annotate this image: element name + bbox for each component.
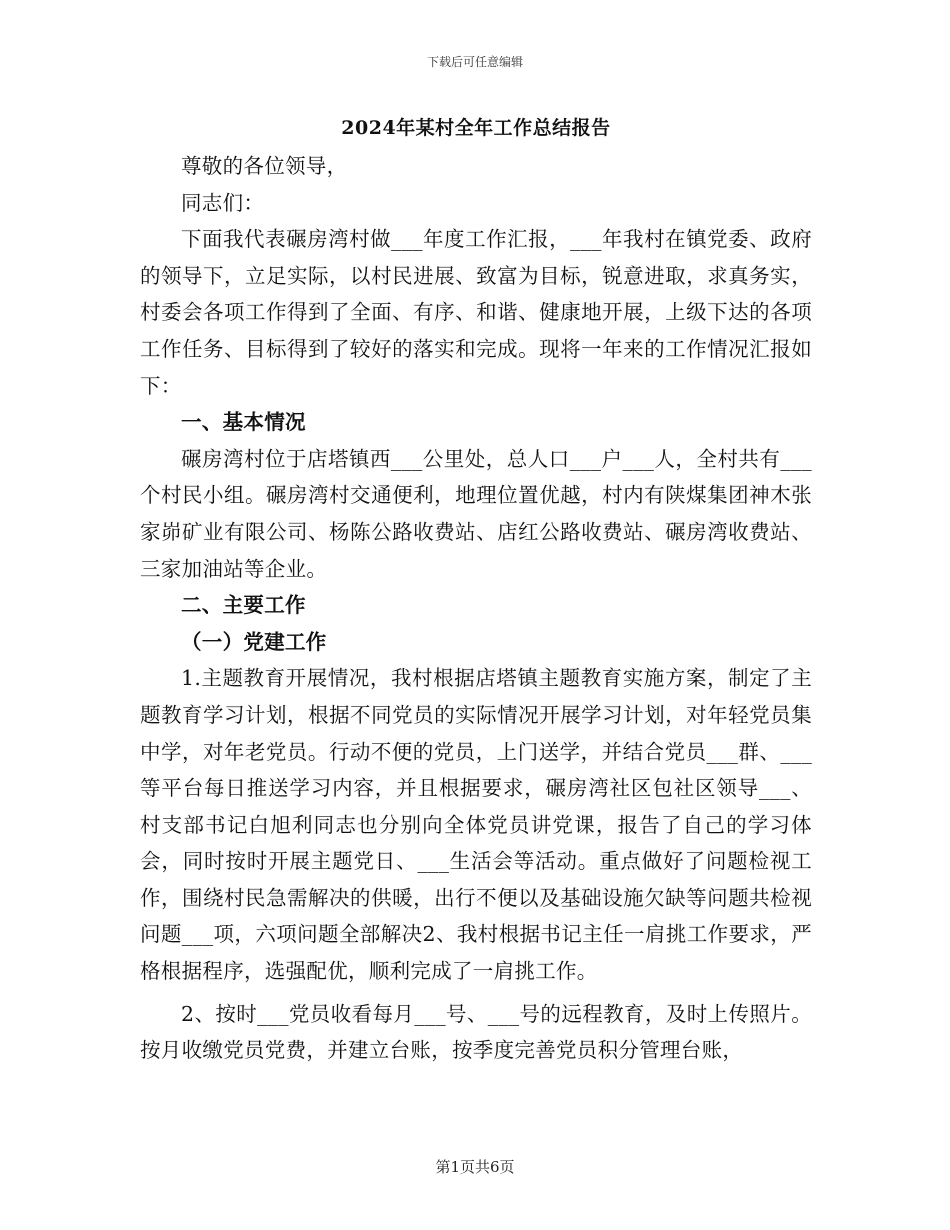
document-body xyxy=(140,108,812,1069)
basic-info-paragraph: 碾房湾村位于店塔镇西___公里处，总人口___户___人，全村共有___个村民小组。碾房湾村交通便利，地理位置优越，村内有陕煤集团神木张家峁矿业有限公司、杨陈公路收费站、店红公路收费站、碾房湾收费站、三家加油站等企业。 xyxy=(140,446,812,581)
intro-paragraph: 下面我代表碾房湾村做___年度工作汇报，___年我村在镇党委、政府的领导下，立足实际，以村民进展、致富为目标，锐意进取，求真务实，村委会各项工作得到了全面、有序、和谐、健康地开展，上级下达的各项工作任务、目标得到了较好的落实和完成。现将一年来的工作情况汇报如下： xyxy=(140,227,812,398)
page-number: 第1页共6页 xyxy=(435,1158,515,1176)
party-work-paragraph-1: 1.主题教育开展情况，我村根据店塔镇主题教育实施方案，制定了主题教育学习计划，根据不同党员的实际情况开展学习计划，对年轻党员集中学，对年老党员。行动不便的党员，上门送学，并结合党员___群、___等平台每日推送学习内容，并且根据要求，碾房湾社区包社区领导___、村支部书记白旭利同志也分别向全体党员讲党课，报告了自己的学习体会，同时按时开展主题党日、___生活会等活动。重点做好了问题检视工作，围绕村民急需解决的供暖，出行不便以及基础设施欠缺等问题共检视问题___项，六项问题全部解决2、我村根据书记主任一肩挑工作要求，严格根据程序，选强配优，顺利完成了一肩挑工作。 xyxy=(140,666,812,984)
salutation-comrades: 同志们： xyxy=(181,190,265,215)
section-heading-basic: 一、基本情况 xyxy=(181,410,306,435)
salutation: 尊敬的各位领导， xyxy=(181,154,348,178)
section-heading-main-work: 二、主要工作 xyxy=(181,593,306,618)
subsection-heading-party: （一）党建工作 xyxy=(181,629,327,654)
party-work-paragraph-2: 2、按时___党员收看每月___号、___号的远程教育，及时上传照片。按月收缴党员党费，并建立台账，按季度完善党员积分管理台账， xyxy=(140,1001,812,1063)
document-title: 2024年某村全年工作总结报告 xyxy=(341,117,611,139)
header-note: 下载后可任意编辑 xyxy=(426,55,523,69)
